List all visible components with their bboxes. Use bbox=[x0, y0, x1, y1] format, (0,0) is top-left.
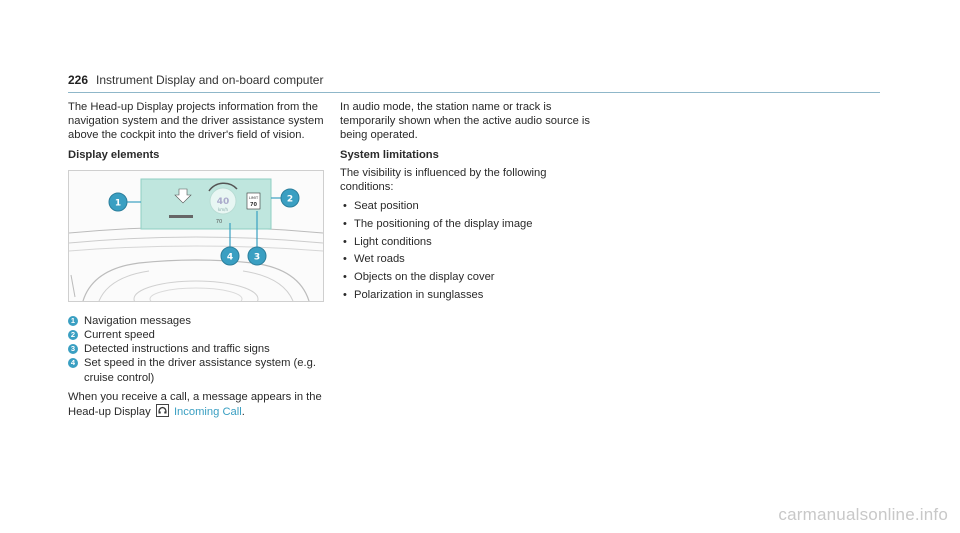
svg-text:2: 2 bbox=[286, 194, 294, 205]
callout-badge-1 bbox=[109, 193, 127, 211]
hud-limit-value: 70 bbox=[250, 201, 257, 208]
list-item bbox=[340, 270, 598, 284]
hud-illustration bbox=[69, 171, 323, 301]
svg-text:4: 4 bbox=[226, 252, 234, 263]
page-number: 226 bbox=[68, 73, 89, 87]
legend-text-3: Detected instructions and traffic signs bbox=[84, 343, 270, 356]
legend-item-4 bbox=[68, 356, 324, 384]
list-item bbox=[340, 217, 598, 231]
call-text-end: . bbox=[241, 406, 245, 419]
footer-watermark: carmanualsonline.info bbox=[778, 505, 948, 524]
hud-speed-text: 40 bbox=[216, 196, 230, 207]
legend-badge-1: 1 bbox=[68, 316, 78, 326]
list-item bbox=[340, 252, 598, 266]
audio-paragraph: In audio mode, the station name or track is temporarily shown when the active audio source is being operated. bbox=[340, 101, 590, 142]
list-item-text: Wet roads bbox=[354, 253, 405, 266]
callout-badge-4 bbox=[221, 247, 239, 265]
incoming-call-link[interactable]: Incoming Call bbox=[173, 406, 242, 419]
bullet-dot: • bbox=[343, 217, 347, 230]
hud-set-speed-text: 70 bbox=[215, 218, 223, 225]
list-item-text: Light conditions bbox=[354, 235, 432, 248]
list-item-text: Polarization in sunglasses bbox=[354, 288, 484, 301]
system-limitations-heading: System limitations bbox=[340, 148, 439, 161]
limitations-list bbox=[340, 199, 598, 302]
list-item-text: The positioning of the display image bbox=[354, 217, 533, 230]
hud-limit-label: LIMIT bbox=[248, 195, 259, 200]
legend-text-1: Navigation messages bbox=[84, 314, 191, 327]
legend-badge-4: 4 bbox=[68, 358, 78, 368]
callout-badge-2 bbox=[281, 189, 299, 207]
phone-handset-icon bbox=[156, 404, 169, 417]
call-text: When you receive a call, a message appears in the Head-up Display bbox=[68, 390, 322, 419]
bullet-dot: • bbox=[343, 271, 347, 284]
legend-item-3 bbox=[68, 342, 324, 356]
legend-text-2: Current speed bbox=[84, 329, 155, 342]
intro-paragraph: The Head-up Display projects information from the navigation system and the driver assistance system above the cockpit into the driver's field of vision. bbox=[68, 101, 324, 142]
right-column bbox=[340, 100, 598, 305]
legend-badge-3: 3 bbox=[68, 344, 78, 354]
display-elements-heading: Display elements bbox=[68, 148, 160, 161]
page-header bbox=[68, 70, 880, 93]
list-item bbox=[340, 235, 598, 249]
hud-speed-unit-text: km/h bbox=[217, 206, 229, 212]
list-item-text: Seat position bbox=[354, 200, 419, 213]
running-title: Instrument Display and on-board computer bbox=[96, 73, 324, 87]
left-column bbox=[68, 100, 324, 424]
list-item bbox=[340, 288, 598, 302]
bullet-dot: • bbox=[343, 200, 347, 213]
svg-text:1: 1 bbox=[114, 198, 122, 209]
legend-item-1 bbox=[68, 314, 324, 328]
legend-badge-2: 2 bbox=[68, 330, 78, 340]
incoming-call-paragraph bbox=[68, 390, 324, 419]
bullet-dot: • bbox=[343, 253, 347, 266]
legend-item-2 bbox=[68, 328, 324, 342]
callout-legend bbox=[68, 314, 324, 385]
svg-text:3: 3 bbox=[253, 252, 261, 263]
list-item-text: Objects on the display cover bbox=[354, 271, 495, 284]
limitations-intro: The visibility is influenced by the following conditions: bbox=[340, 166, 547, 194]
callout-badge-3 bbox=[248, 247, 266, 265]
hud-figure bbox=[68, 170, 324, 302]
bullet-dot: • bbox=[343, 235, 347, 248]
bullet-dot: • bbox=[343, 288, 347, 301]
list-item bbox=[340, 199, 598, 213]
legend-text-4: Set speed in the driver assistance system (e.g. cruise control) bbox=[84, 357, 316, 384]
